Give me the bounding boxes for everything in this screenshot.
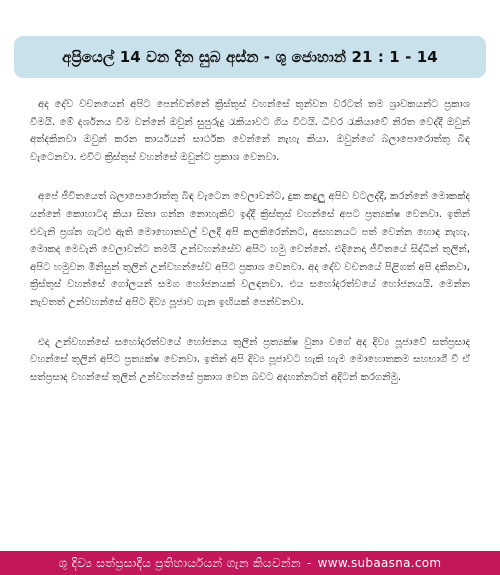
footer-text: ශු දිව්‍ය සත්ප්‍රසාදීය ප්‍රතිහාර්යයන් ගැන කියවන්න xyxy=(58,555,301,570)
page-title: අප්‍රියෙල් 14 වන දින සුබ අස්න - ශු ජොහාන් 21 : 1 - 14 xyxy=(62,48,438,66)
website-link[interactable]: www.subaasna.com xyxy=(317,556,442,570)
paragraph-2: අපේ ජීවිතයෙත් බලාපොරොත්තු බිඳ වැටෙන වෙලාවන්ට, දුක කඳුලු අපිව වටලද්දී, කරන්නේ මොකක්ද යන්නේ කොහාටද කියා සිතා ගන්න නොහැකිව ඉද්දී ක්‍රිස්තුස් වහන්සේ අපට ප්‍රත්‍යක්ෂ වෙනවා. ඉතින් එවැනි ප්‍රශ්න ගැටළු ඇති මොහොතවල් වලදී අපි කලකිරෙන්නට, අසහනයට පත් වෙන්න හොඳ නැහැ. මොකද මෙවැනි වෙලාවන්ට තමයි උන්වහන්සේව අපිට හමු වෙන්නේ. එදිනෙදා ජීවිතයේ සිද්ධීන් තුලින්, අපිට හමුවන මිනිසුන් තුලින් උන්වහන්සේව අපිට ප්‍රකාශ වෙනවා. අද දේව වචනයේ පිළිගත් අපි දකිනවා, ක්‍රිස්තුස් වහන්සේ ගෝලයන් සමග හෝජනයක් වලඳනවා. එය සහෝදරත්වයේ හෝජනයයි. මෙන්න නැවතත් උන්වහන්සේ අපිට දිව්‍ය පූජාව ගැන ඉඟියක් පෙන්වනවා. xyxy=(30,191,470,308)
paragraph-3: එදා උන්වහන්සේ සහෝදරත්වයේ හෝජනය තුලින් ප්‍රත්‍යක්ෂ වුනා වගේ අද දිව්‍ය පූජාවේ සත්ප්‍රසාද වහන්සේ තුලින් අපිට ප්‍රත්‍යක්ෂ වෙනවා. ඉතින් අපි දිව්‍ය පූජාවට හැකි හැම මොහොතකම සහභාගී වී ඒ සත්ප්‍රසාද වහන්සේ තුලින් උන්වහන්සේ ප්‍රකාශ වෙන බවට අදහන්නටත් අදිටන් කරගනිමු. xyxy=(30,336,470,383)
paragraph-1: අද දේව වචනයෙන් අපිට පෙන්වන්නේ ක්‍රිස්තුස් වහන්සේ තුන්වන වරටත් තම ශ්‍රාවකයන්ට ප්‍රකාශ වීමයි. මේ දර්ශනය වීම වන්නේ ඔවුන් සුපුරුදු රැකියාවට ගිය විටයි. ධීවර රැකියාවේ නිරත වෙද්දී ඔවුන් අත්දකිනවා ඔවුන් කරන කාර්යයන් සාර්ථක වෙන්නේ නැහැ කියා. ඔවුන්ගේ බලාපොරොත්තු බිඳ වැටෙනවා. එවිට ක්‍රිස්තුස් වහන්සේ ඔවුන්ට ප්‍රකාශ වෙනවා. xyxy=(30,99,470,163)
body-text xyxy=(30,96,470,408)
footer-separator: - xyxy=(306,556,312,570)
title-banner xyxy=(14,36,486,78)
footer-bar xyxy=(0,551,500,575)
